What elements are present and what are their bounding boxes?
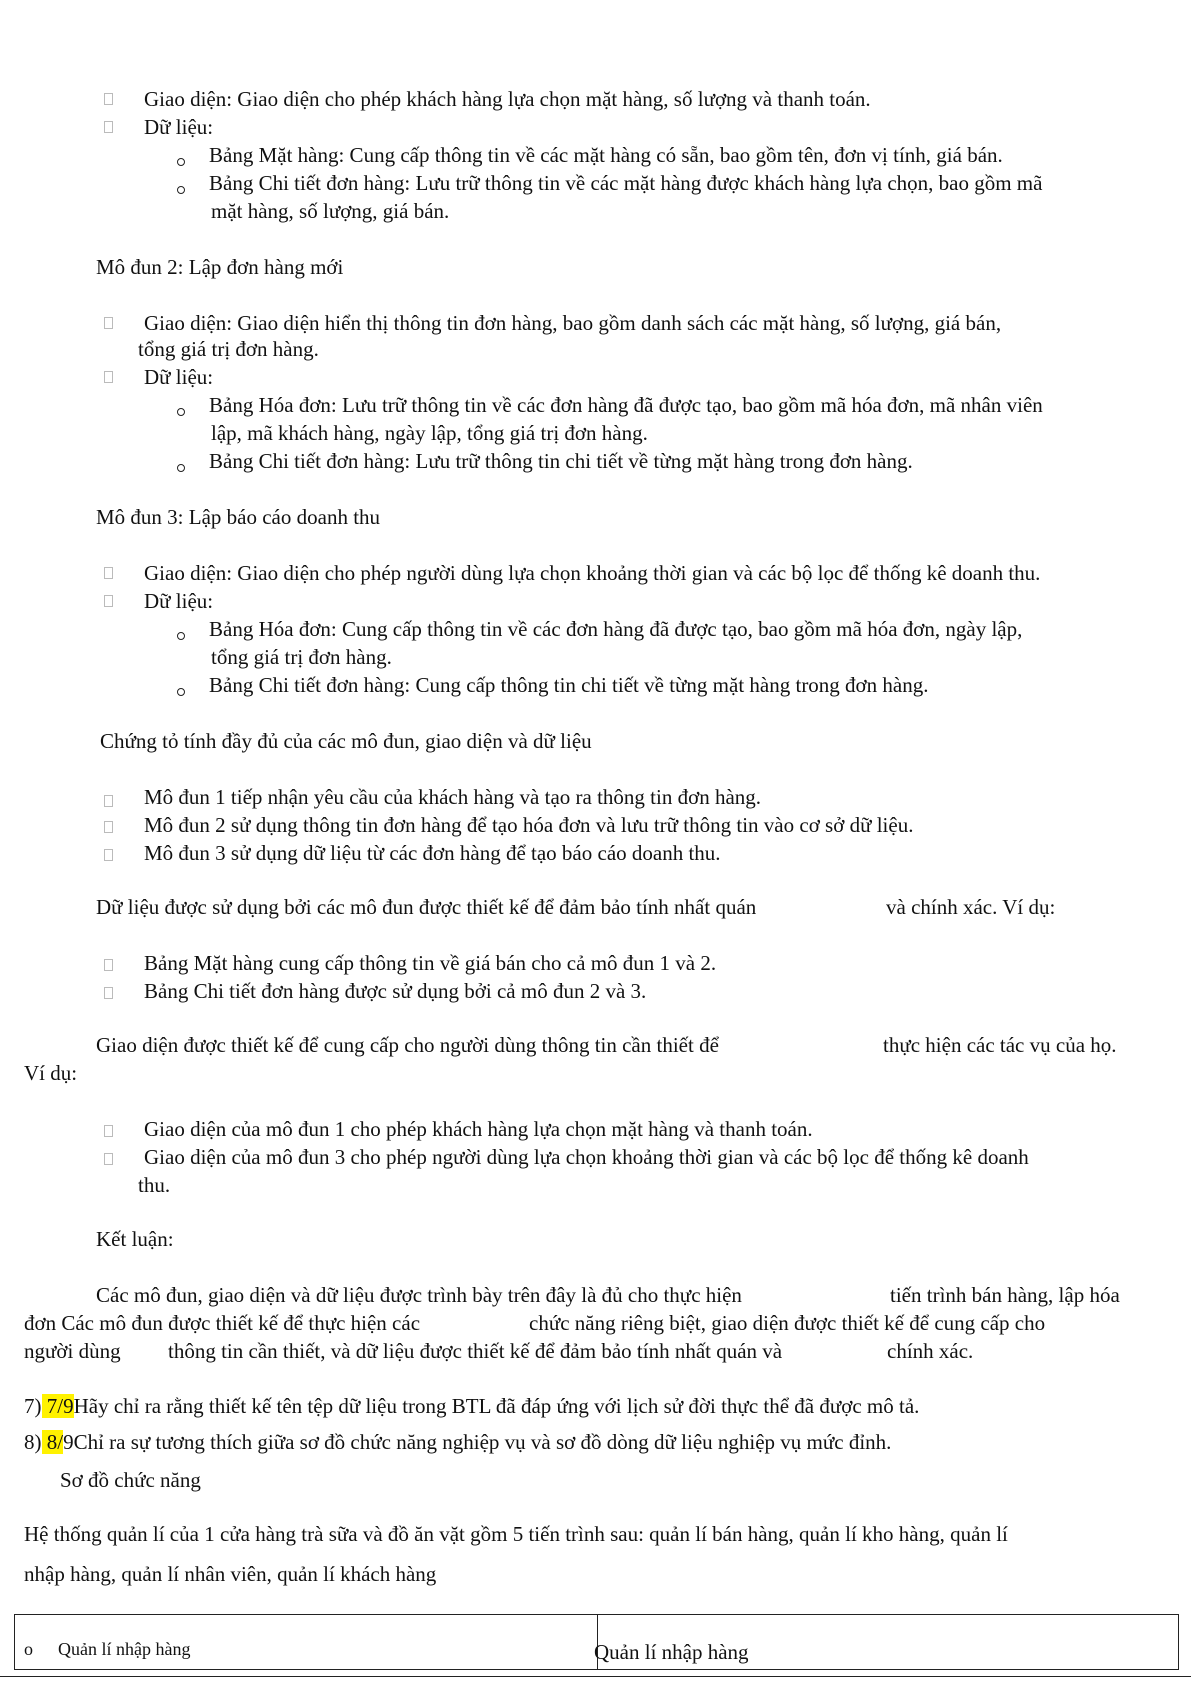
data-bullet-1: Bảng Mặt hàng cung cấp thông tin về giá bán cho cả mô đun 1 và 2. (144, 951, 717, 975)
conclusion-line-2: đơn Các mô đun được thiết kế để thực hiện các (24, 1311, 421, 1335)
bullet-icon (104, 121, 113, 133)
module2-heading: Mô đun 2: Lập đơn hàng mới (96, 255, 344, 279)
table-right-cell: Quản lí nhập hàng (594, 1640, 749, 1664)
sub-bullet-icon (177, 158, 185, 166)
conclusion-heading: Kết luận: (96, 1227, 174, 1251)
module3-heading: Mô đun 3: Lập báo cáo doanh thu (96, 505, 381, 529)
question-8-tag: 8/ (41, 1430, 64, 1454)
ui-paragraph-tail: thực hiện các tác vụ của họ. (883, 1033, 1117, 1057)
module3-item1: Bảng Hóa đơn: Cung cấp thông tin về các đơn hàng đã được tạo, bao gồm mã hóa đơn, ngày lập, (209, 617, 1023, 641)
conclusion-line-1-tail: tiến trình bán hàng, lập hóa (890, 1283, 1120, 1307)
system-description: Hệ thống quản lí của 1 cửa hàng trà sữa và đồ ăn vặt gồm 5 tiến trình sau: quản lí bán hàng, quản lí kho hàng, quản lí (24, 1522, 1008, 1546)
bullet-icon (104, 371, 113, 383)
bullet-icon (104, 1153, 113, 1165)
sub-bullet-icon (177, 688, 185, 696)
sub-bullet-icon (177, 186, 185, 194)
system-description-cont: nhập hàng, quản lí nhân viên, quản lí khách hàng (24, 1562, 437, 1586)
conclusion-line-3-mid: thông tin cần thiết, và dữ liệu được thiết kế để đảm bảo tính nhất quán và (168, 1339, 783, 1363)
sub-bullet-icon (177, 632, 185, 640)
question-8-text: 9Chỉ ra sự tương thích giữa sơ đồ chức năng nghiệp vụ và sơ đồ dòng dữ liệu nghiệp vụ mức đỉnh. (63, 1430, 892, 1454)
bullet-icon (104, 93, 113, 105)
conclusion-line-3-tail: chính xác. (887, 1339, 974, 1363)
data-bullet-2: Bảng Chi tiết đơn hàng được sử dụng bởi cả mô đun 2 và 3. (144, 979, 647, 1003)
bullet-icon (104, 595, 113, 607)
completeness-bullet-3: Mô đun 3 sử dụng dữ liệu từ các đơn hàng để tạo báo cáo doanh thu. (144, 841, 721, 865)
page-bottom-rule (0, 1676, 1191, 1677)
data-paragraph-tail: và chính xác. Ví dụ: (886, 895, 1056, 919)
bullet-icon (104, 987, 113, 999)
bullet-icon (104, 821, 113, 833)
conclusion-line-2-tail: chức năng riêng biệt, giao diện được thiết kế để cung cấp cho (529, 1311, 1046, 1335)
bullet-icon (104, 567, 113, 579)
data-paragraph: Dữ liệu được sử dụng bởi các mô đun được thiết kế để đảm bảo tính nhất quán (96, 895, 757, 919)
module3-item2: Bảng Chi tiết đơn hàng: Cung cấp thông tin chi tiết về từng mặt hàng trong đơn hàng. (209, 673, 929, 697)
module3-data-label: Dữ liệu: (144, 589, 214, 613)
module2-ui-cont: tổng giá trị đơn hàng. (138, 337, 319, 361)
module1-item2-cont: mặt hàng, số lượng, giá bán. (211, 199, 450, 223)
bullet-icon (104, 849, 113, 861)
sub-bullet-icon (177, 464, 185, 472)
ui-paragraph-example: Ví dụ: (24, 1061, 78, 1085)
module1-item1: Bảng Mặt hàng: Cung cấp thông tin về các mặt hàng có sẵn, bao gồm tên, đơn vị tính, giá bán. (209, 143, 1003, 167)
module2-data-label: Dữ liệu: (144, 365, 214, 389)
bullet-icon (104, 317, 113, 329)
module3-ui: Giao diện: Giao diện cho phép người dùng lựa chọn khoảng thời gian và các bộ lọc để thống kê doanh thu. (144, 561, 1041, 585)
module2-item1-cont: lập, mã khách hàng, ngày lập, tổng giá trị đơn hàng. (211, 421, 648, 445)
question-7 (24, 1393, 919, 1419)
completeness-heading: Chứng tỏ tính đầy đủ của các mô đun, giao diện và dữ liệu (100, 729, 592, 753)
ui-paragraph: Giao diện được thiết kế để cung cấp cho người dùng thông tin cần thiết để (96, 1033, 719, 1057)
ui-bullet-1: Giao diện của mô đun 1 cho phép khách hàng lựa chọn mặt hàng và thanh toán. (144, 1117, 813, 1141)
completeness-bullet-1: Mô đun 1 tiếp nhận yêu cầu của khách hàng và tạo ra thông tin đơn hàng. (144, 785, 762, 809)
module1-item2: Bảng Chi tiết đơn hàng: Lưu trữ thông tin về các mặt hàng được khách hàng lựa chọn, bao gồm mã (209, 171, 1043, 195)
ui-bullet-2-cont: thu. (138, 1173, 171, 1197)
module3-item1-cont: tổng giá trị đơn hàng. (211, 645, 392, 669)
conclusion-line-3: người dùng (24, 1339, 121, 1363)
conclusion-line-1: Các mô đun, giao diện và dữ liệu được trình bày trên đây là đủ cho thực hiện (96, 1283, 742, 1307)
completeness-bullet-2: Mô đun 2 sử dụng thông tin đơn hàng để tạo hóa đơn và lưu trữ thông tin vào cơ sở dữ liệu. (144, 813, 914, 837)
question-7-text: Hãy chỉ ra rằng thiết kế tên tệp dữ liệu trong BTL đã đáp ứng với lịch sử đời thực thể đã được mô tả. (73, 1394, 920, 1418)
module2-ui: Giao diện: Giao diện hiển thị thông tin đơn hàng, bao gồm danh sách các mặt hàng, số lượng, giá bán, (144, 311, 1002, 335)
sub-bullet-icon (177, 408, 185, 416)
bullet-icon (104, 1125, 113, 1137)
bullet-icon (104, 959, 113, 971)
question-8 (24, 1429, 891, 1455)
table-left-cell: Quản lí nhập hàng (58, 1639, 191, 1659)
question-7-number: 7) (24, 1394, 42, 1418)
module2-item2: Bảng Chi tiết đơn hàng: Lưu trữ thông tin chi tiết về từng mặt hàng trong đơn hàng. (209, 449, 913, 473)
table-left-marker: o (24, 1639, 33, 1659)
bullet-icon (104, 795, 113, 807)
diagram-heading: Sơ đồ chức năng (60, 1468, 201, 1492)
ui-bullet-2: Giao diện của mô đun 3 cho phép người dùng lựa chọn khoảng thời gian và các bộ lọc để thống kê doanh (144, 1145, 1029, 1169)
question-7-tag: 7/9 (41, 1394, 74, 1418)
module1-data-label: Dữ liệu: (144, 115, 214, 139)
module2-item1: Bảng Hóa đơn: Lưu trữ thông tin về các đơn hàng đã được tạo, bao gồm mã hóa đơn, mã nhân viên (209, 393, 1043, 417)
module1-ui: Giao diện: Giao diện cho phép khách hàng lựa chọn mặt hàng, số lượng và thanh toán. (144, 87, 871, 111)
question-8-number: 8) (24, 1430, 42, 1454)
